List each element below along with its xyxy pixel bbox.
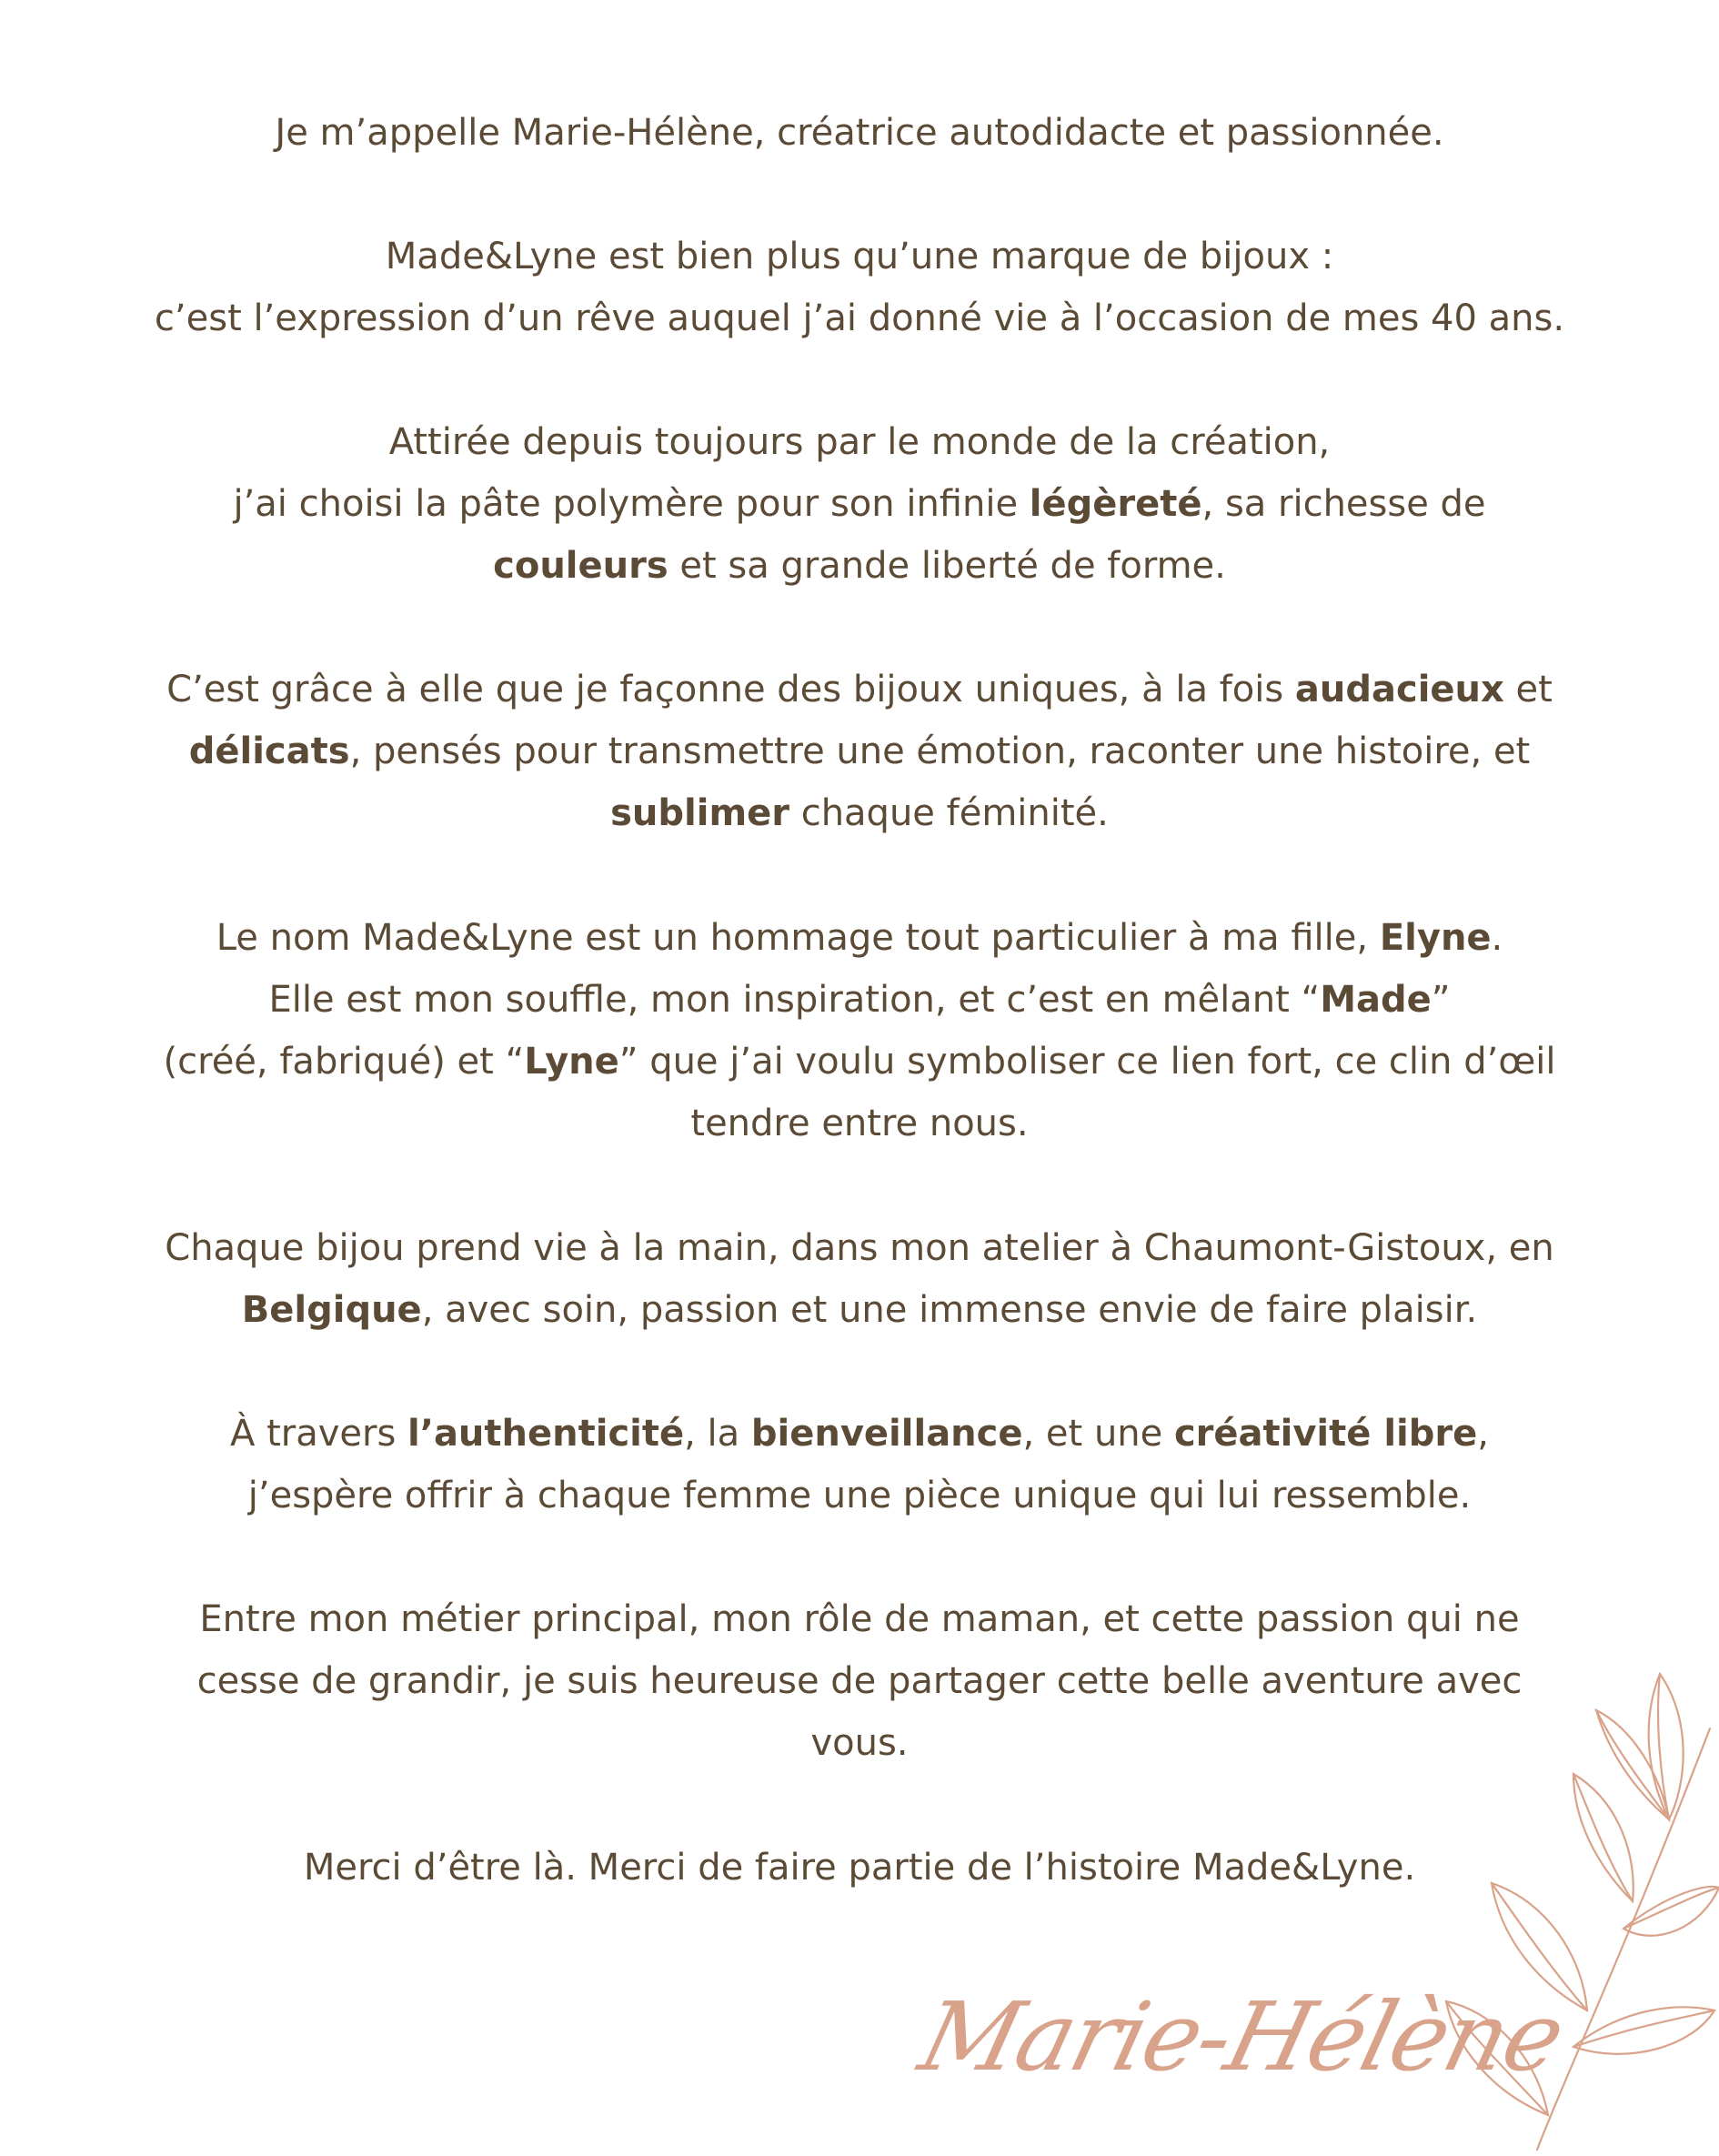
paragraph-2 — [0, 226, 1719, 349]
text-line — [0, 226, 1719, 287]
text-segment: j’espère offrir à chaque femme une pièce unique qui lui ressemble. — [247, 1475, 1472, 1516]
emphasis-text: audacieux — [1294, 669, 1504, 710]
text-segment: tendre entre nous. — [690, 1103, 1029, 1144]
text-line — [0, 659, 1719, 720]
text-segment: (créé, fabriqué) et “ — [163, 1041, 525, 1083]
text-segment: Elle est mon souffle, mon inspiration, et c’est en mêlant “ — [268, 979, 1321, 1021]
text-segment: À travers — [230, 1413, 408, 1455]
text-segment: c’est l’expression d’un rêve auquel j’ai donné vie à l’occasion de mes 40 ans. — [154, 297, 1565, 339]
text-line — [0, 102, 1719, 164]
text-line — [0, 535, 1719, 597]
emphasis-text: Belgique — [241, 1289, 422, 1331]
emphasis-text: délicats — [188, 730, 350, 772]
text-segment: . — [1491, 917, 1503, 959]
emphasis-text: bienveillance — [750, 1413, 1023, 1455]
signature-text: Marie-Hélène — [910, 1981, 1574, 2092]
emphasis-text: sublimer — [610, 792, 789, 834]
text-line — [0, 1031, 1719, 1093]
text-segment: , avec soin, passion et une immense envie de faire plaisir. — [421, 1289, 1478, 1331]
text-line — [0, 720, 1719, 782]
text-segment: cesse de grandir, je suis heureuse de partager cette belle aventure avec — [196, 1660, 1523, 1702]
text-segment: vous. — [810, 1722, 909, 1764]
text-segment: C’est grâce à elle que je façonne des bijoux uniques, à la fois — [166, 669, 1295, 710]
emphasis-text: créativité libre — [1173, 1413, 1478, 1455]
text-segment: Made&Lyne est bien plus qu’une marque de bijoux : — [385, 236, 1334, 277]
text-segment: j’ai choisi la pâte polymère pour son infinie — [233, 483, 1030, 525]
emphasis-text: Elyne — [1379, 917, 1492, 959]
text-segment: , la — [684, 1413, 751, 1455]
emphasis-text: légèreté — [1029, 483, 1202, 525]
text-line — [0, 1217, 1719, 1279]
text-line — [0, 287, 1719, 349]
text-segment: Attirée depuis toujours par le monde de la création, — [388, 421, 1331, 463]
text-line — [0, 1465, 1719, 1526]
paragraph-4 — [0, 659, 1719, 844]
text-segment: , sa richesse de — [1201, 483, 1486, 525]
text-segment: , pensés pour transmettre une émotion, raconter une histoire, et — [349, 730, 1531, 772]
paragraph-1 — [0, 102, 1719, 164]
text-line — [0, 907, 1719, 969]
paragraph-5 — [0, 907, 1719, 1154]
text-line — [0, 1279, 1719, 1341]
emphasis-text: Lyne — [524, 1041, 619, 1083]
text-segment: Merci d’être là. Merci de faire partie de l’histoire Made&Lyne. — [303, 1847, 1416, 1889]
text-segment: ” que j’ai voulu symboliser ce lien fort, ce clin d’œil — [618, 1041, 1556, 1083]
emphasis-text: Made — [1320, 979, 1432, 1021]
text-segment: et sa grande liberté de forme. — [668, 545, 1226, 587]
paragraph-7 — [0, 1403, 1719, 1526]
text-segment: chaque féminité. — [789, 792, 1109, 834]
text-segment: Le nom Made&Lyne est un hommage tout particulier à ma fille, — [216, 917, 1380, 959]
text-line — [0, 473, 1719, 535]
text-segment: , et une — [1022, 1413, 1174, 1455]
text-line — [0, 1093, 1719, 1154]
emphasis-text: couleurs — [493, 545, 668, 587]
text-line — [0, 969, 1719, 1031]
text-line — [0, 782, 1719, 844]
text-segment: Chaque bijou prend vie à la main, dans mon atelier à Chaumont-Gistoux, en — [165, 1227, 1554, 1269]
signature — [910, 1947, 1574, 2156]
text-segment: ” — [1431, 979, 1451, 1021]
text-segment: Je m’appelle Marie-Hélène, créatrice autodidacte et passionnée. — [275, 112, 1444, 154]
emphasis-text: l’authenticité — [407, 1413, 685, 1455]
paragraph-6 — [0, 1217, 1719, 1341]
text-segment: Entre mon métier principal, mon rôle de maman, et cette passion qui ne — [199, 1598, 1520, 1640]
text-segment: et — [1503, 669, 1553, 710]
text-line — [0, 411, 1719, 473]
text-segment: , — [1477, 1413, 1489, 1455]
paragraph-3 — [0, 411, 1719, 597]
text-line — [0, 1403, 1719, 1465]
